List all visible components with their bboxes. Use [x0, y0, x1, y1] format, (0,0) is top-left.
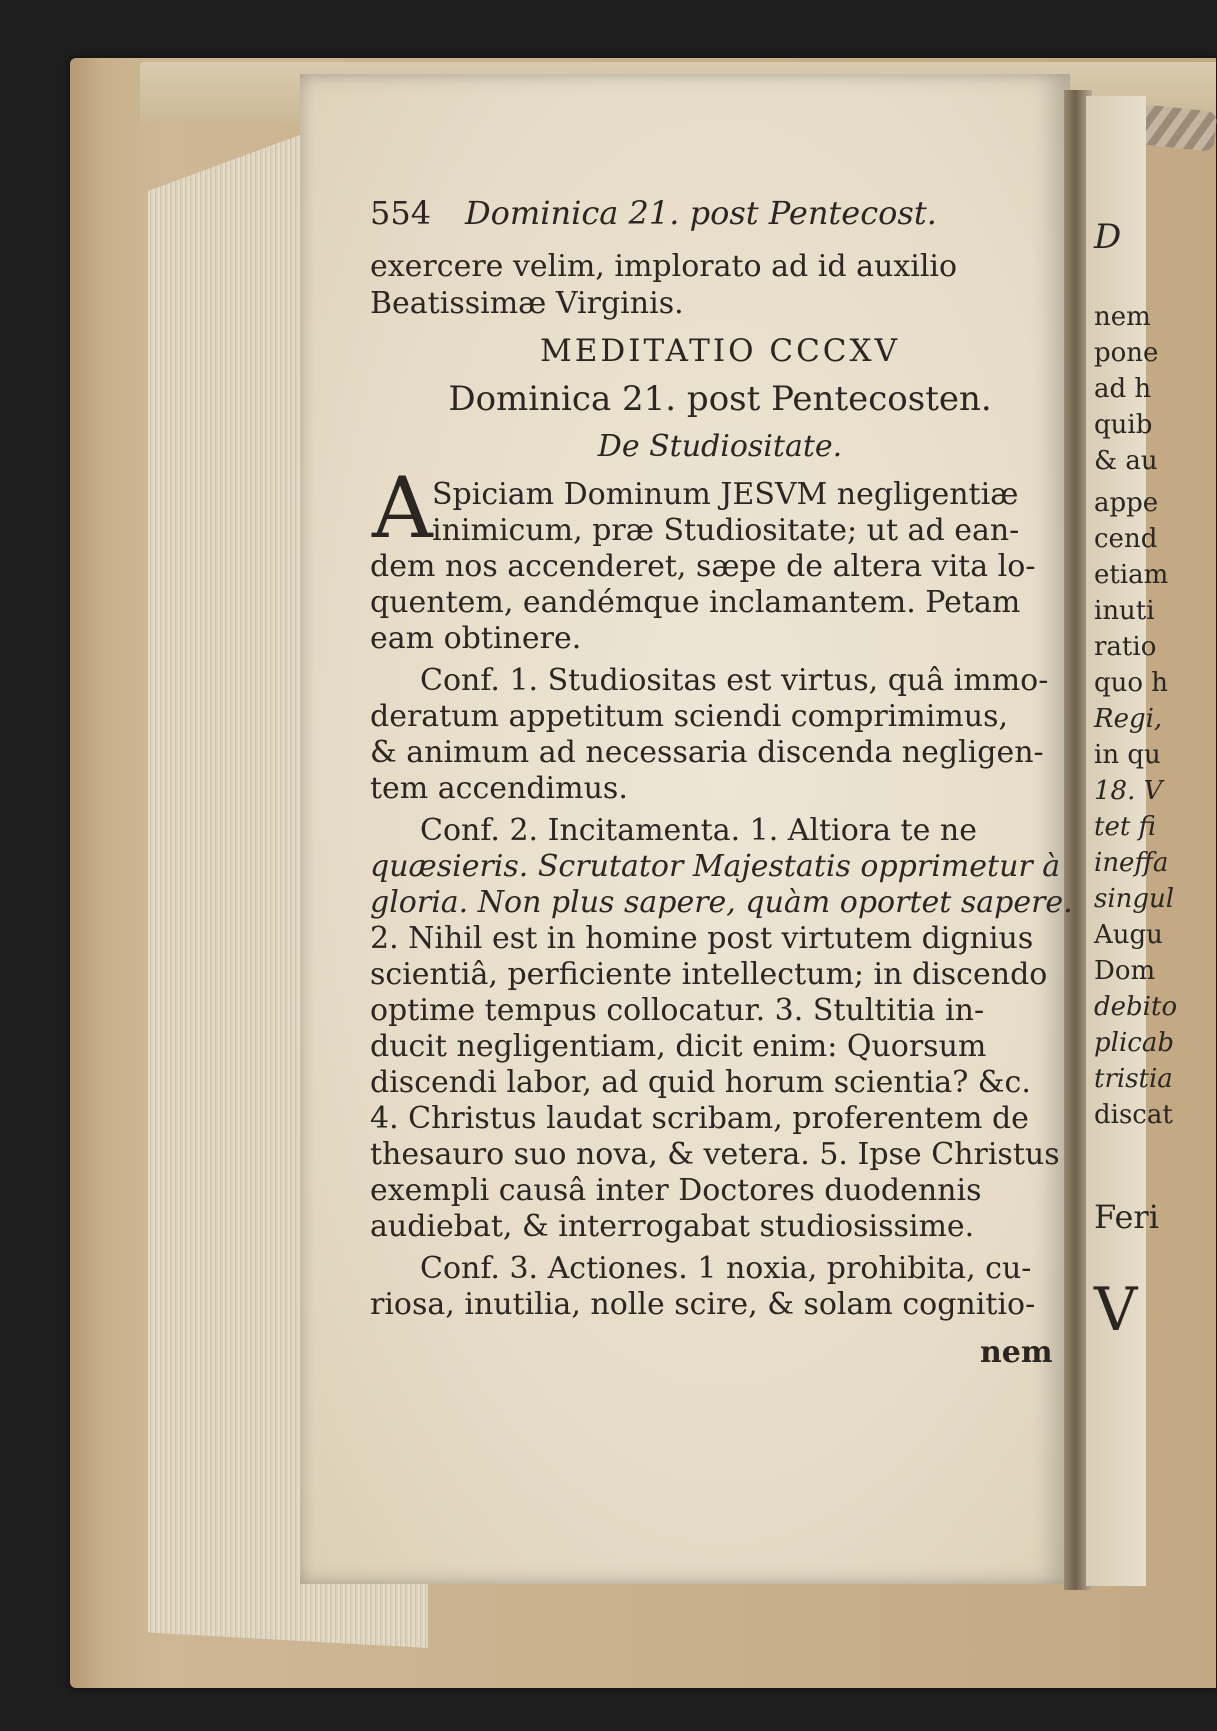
text-line: exempli causâ inter Doctores duodennis [370, 1173, 982, 1208]
facing-line: in qu [1094, 740, 1161, 770]
text-line: discendi labor, ad quid horum scientia? &c. [370, 1065, 1031, 1100]
text-line: Conf. 2. Incitamenta. 1. Altiora te ne [420, 813, 977, 848]
facing-line: V [1094, 1275, 1138, 1345]
text-line: Conf. 3. Actiones. 1 noxia, prohibita, cu- [420, 1251, 1032, 1286]
section-subtitle: De Studiositate. [597, 429, 843, 464]
facing-line: etiam [1094, 560, 1169, 590]
facing-line: pone [1094, 338, 1159, 368]
text-line: scientiâ, perficiente intellectum; in discendo [370, 957, 1048, 992]
facing-line: Feri [1094, 1198, 1159, 1236]
facing-line: inuti [1094, 596, 1155, 626]
text-line: ducit negligentiam, dicit enim: Quorsum [370, 1029, 987, 1064]
text-line: Beatissimæ Virginis. [370, 286, 684, 321]
catchword: nem [980, 1335, 1053, 1370]
text-line: riosa, inutilia, nolle scire, & solam cognitio- [370, 1287, 1036, 1322]
facing-line: ad h [1094, 374, 1152, 404]
facing-line: debito [1094, 992, 1178, 1022]
facing-line: discat [1094, 1100, 1173, 1130]
section-title: Dominica 21. post Pentecosten. [448, 379, 992, 419]
facing-line: & au [1094, 446, 1158, 476]
text-line: deratum appetitum sciendi comprimimus, [370, 699, 1008, 734]
text-line: exercere velim, implorato ad id auxilio [370, 249, 958, 284]
text-line: 4. Christus laudat scribam, proferentem de [370, 1101, 1029, 1136]
running-head: Dominica 21. post Pentecost. [465, 194, 937, 232]
facing-line: quo h [1094, 668, 1169, 698]
facing-line: Dom [1094, 956, 1156, 986]
facing-line: Regi, [1094, 704, 1163, 734]
text-line: thesauro suo nova, & vetera. 5. Ipse Christus [370, 1137, 1060, 1172]
facing-line: tristia [1094, 1064, 1173, 1094]
facing-line: plicab [1094, 1028, 1174, 1058]
facing-line: tet fi [1094, 812, 1156, 842]
facing-line: 18. V [1094, 776, 1163, 806]
folio: 554 [370, 194, 432, 232]
text-line: eam obtinere. [370, 621, 582, 656]
text-line: dem nos accenderet, sæpe de altera vita lo- [370, 549, 1036, 584]
facing-line: Augu [1094, 920, 1163, 950]
meditatio-heading: MEDITATIO CCCXV [540, 333, 900, 369]
text-line: tem accendimus. [370, 771, 628, 806]
text-line: Spiciam Dominum JESVM negligentiæ [432, 477, 1019, 512]
text-line: audiebat, & interrogabat studiosissime. [370, 1209, 975, 1244]
text-line: & animum ad necessaria discenda negligen- [370, 735, 1044, 770]
facing-line: ineffa [1094, 848, 1169, 878]
drop-cap: A [372, 459, 433, 557]
text-line: Conf. 1. Studiositas est virtus, quâ immo- [420, 663, 1049, 698]
text-line: quæsieris. Scrutator Majestatis opprimetur à [370, 849, 1061, 884]
facing-line: nem [1094, 302, 1151, 332]
facing-line: appe [1094, 488, 1159, 518]
facing-line: singul [1094, 884, 1175, 914]
facing-line: D [1094, 217, 1122, 257]
facing-line: quib [1094, 410, 1153, 440]
text-line: inimicum, præ Studiositate; ut ad ean- [432, 513, 1020, 548]
text-line: gloria. Non plus sapere, quàm oportet sapere. [370, 885, 1073, 920]
text-line: 2. Nihil est in homine post virtutem dignius [370, 921, 1034, 956]
facing-line: ratio [1094, 632, 1157, 662]
text-line: optime tempus collocatur. 3. Stultitia in- [370, 993, 985, 1028]
facing-line: cend [1094, 524, 1158, 554]
text-line: quentem, eandémque inclamantem. Petam [370, 585, 1021, 620]
facing-page-text [1094, 217, 1178, 1602]
